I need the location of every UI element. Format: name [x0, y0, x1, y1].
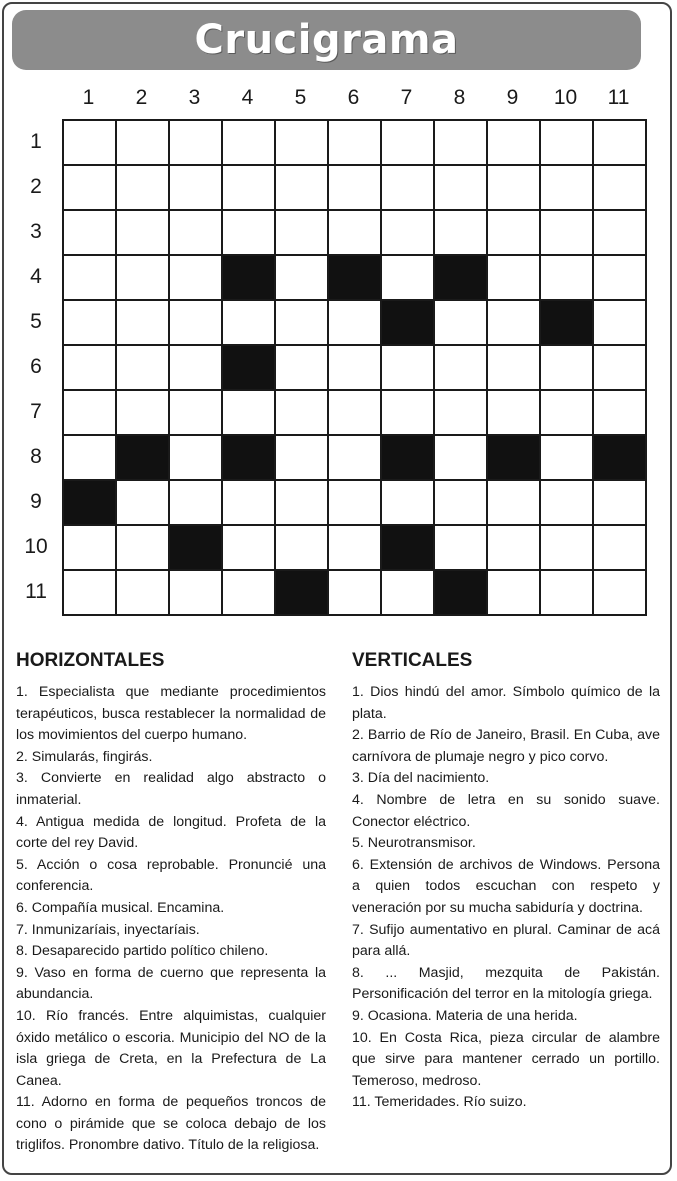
page-title: Crucigrama	[194, 17, 459, 63]
answer-cell[interactable]	[64, 526, 117, 571]
answer-cell[interactable]	[382, 211, 435, 256]
answer-cell[interactable]	[435, 526, 488, 571]
answer-cell[interactable]	[329, 211, 382, 256]
clue-item: 6. Compañía musical. Encamina.	[16, 899, 225, 916]
answer-cell[interactable]	[64, 346, 117, 391]
answer-cell[interactable]	[329, 121, 382, 166]
answer-cell[interactable]	[594, 211, 647, 256]
answer-cell[interactable]	[488, 481, 541, 526]
answer-cell[interactable]	[435, 391, 488, 436]
column-number: 3	[188, 86, 201, 109]
answer-cell[interactable]	[276, 301, 329, 346]
answer-cell[interactable]	[329, 301, 382, 346]
answer-cell[interactable]	[276, 256, 329, 301]
answer-cell[interactable]	[329, 346, 382, 391]
clue-item: 2. Simularás, fingirás.	[16, 748, 153, 765]
answer-cell[interactable]	[435, 121, 488, 166]
row-number: 11	[25, 580, 47, 603]
answer-cell[interactable]	[382, 571, 435, 616]
answer-cell[interactable]	[435, 211, 488, 256]
answer-cell[interactable]	[170, 346, 223, 391]
answer-cell[interactable]	[488, 166, 541, 211]
answer-cell[interactable]	[223, 571, 276, 616]
clue-item: 4. Nombre de letra en su sonido suave. Conector eléctrico.	[352, 791, 660, 830]
horizontal-heading: HORIZONTALES	[16, 650, 165, 671]
answer-cell[interactable]	[594, 346, 647, 391]
answer-cell[interactable]	[170, 166, 223, 211]
column-number: 11	[607, 86, 630, 109]
answer-cell[interactable]	[488, 121, 541, 166]
row-numbers	[14, 119, 58, 614]
answer-cell[interactable]	[64, 571, 117, 616]
column-number: 5	[294, 86, 307, 109]
answer-cell[interactable]	[435, 436, 488, 481]
answer-cell[interactable]	[488, 526, 541, 571]
row-number: 7	[30, 400, 42, 423]
answer-cell[interactable]	[594, 256, 647, 301]
answer-cell[interactable]	[541, 436, 594, 481]
clue-item: 9. Ocasiona. Materia de una herida.	[352, 1007, 578, 1024]
answer-cell[interactable]	[382, 166, 435, 211]
answer-cell[interactable]	[64, 391, 117, 436]
answer-cell[interactable]	[329, 391, 382, 436]
black-cell	[541, 301, 594, 346]
answer-cell[interactable]	[170, 121, 223, 166]
answer-cell[interactable]	[64, 301, 117, 346]
answer-cell[interactable]	[276, 481, 329, 526]
answer-cell[interactable]	[541, 391, 594, 436]
answer-cell[interactable]	[170, 211, 223, 256]
black-cell	[329, 256, 382, 301]
answer-cell[interactable]	[276, 526, 329, 571]
answer-cell[interactable]	[435, 481, 488, 526]
black-cell	[223, 436, 276, 481]
clue-item: 6. Extensión de archivos de Windows. Persona a quien todos escuchan con respeto y veneración por su mucha sabiduría y doctrina.	[352, 856, 660, 916]
answer-cell[interactable]	[435, 301, 488, 346]
row-number: 4	[30, 265, 42, 288]
answer-cell[interactable]	[329, 166, 382, 211]
answer-cell[interactable]	[541, 346, 594, 391]
row-number: 10	[24, 535, 48, 558]
black-cell	[223, 256, 276, 301]
answer-cell[interactable]	[594, 301, 647, 346]
answer-cell[interactable]	[594, 481, 647, 526]
answer-cell[interactable]	[382, 481, 435, 526]
clue-item: 3. Convierte en realidad algo abstracto o inmaterial.	[16, 770, 326, 808]
black-cell	[382, 436, 435, 481]
answer-cell[interactable]	[541, 256, 594, 301]
answer-cell[interactable]	[488, 301, 541, 346]
row-number: 2	[30, 175, 42, 198]
answer-cell[interactable]	[488, 571, 541, 616]
answer-cell[interactable]	[382, 121, 435, 166]
answer-cell[interactable]	[382, 391, 435, 436]
answer-cell[interactable]	[64, 121, 117, 166]
answer-cell[interactable]	[435, 346, 488, 391]
answer-cell[interactable]	[594, 166, 647, 211]
answer-cell[interactable]	[435, 166, 488, 211]
clue-item: 5. Acción o cosa reprobable. Pronuncié una conferencia.	[16, 856, 326, 895]
vertical-clues	[352, 648, 660, 1114]
clue-item: 5. Neurotransmisor.	[352, 835, 476, 852]
answer-cell[interactable]	[223, 526, 276, 571]
answer-cell[interactable]	[488, 391, 541, 436]
answer-cell[interactable]	[64, 166, 117, 211]
row-number: 1	[30, 130, 42, 153]
answer-cell[interactable]	[117, 256, 170, 301]
clue-item: 11. Temeridades. Río suizo.	[352, 1094, 527, 1111]
answer-cell[interactable]	[488, 256, 541, 301]
answer-cell[interactable]	[170, 571, 223, 616]
black-cell	[223, 346, 276, 391]
answer-cell[interactable]	[170, 436, 223, 481]
answer-cell[interactable]	[64, 211, 117, 256]
answer-cell[interactable]	[117, 391, 170, 436]
answer-cell[interactable]	[64, 256, 117, 301]
vertical-clue-list	[352, 682, 660, 1114]
answer-cell[interactable]	[223, 166, 276, 211]
black-cell	[170, 526, 223, 571]
clue-item: 9. Vaso en forma de cuerno que representa la abundancia.	[16, 964, 326, 1003]
answer-cell[interactable]	[170, 301, 223, 346]
answer-cell[interactable]	[382, 256, 435, 301]
answer-cell[interactable]	[223, 301, 276, 346]
clue-item: 3. Día del nacimiento.	[352, 770, 490, 787]
answer-cell[interactable]	[276, 121, 329, 166]
answer-cell[interactable]	[276, 166, 329, 211]
row-number: 8	[30, 445, 42, 468]
black-cell	[435, 571, 488, 616]
answer-cell[interactable]	[223, 391, 276, 436]
column-number: 4	[241, 86, 254, 109]
black-cell	[382, 301, 435, 346]
row-number: 5	[30, 310, 42, 333]
black-cell	[276, 571, 329, 616]
horizontal-clue-list	[16, 682, 326, 1157]
vertical-heading: VERTICALES	[352, 650, 473, 671]
black-cell	[117, 436, 170, 481]
answer-cell[interactable]	[223, 211, 276, 256]
column-numbers	[62, 84, 645, 112]
answer-cell[interactable]	[276, 436, 329, 481]
answer-cell[interactable]	[276, 346, 329, 391]
clue-item: 4. Antigua medida de longitud. Profeta de la corte del rey David.	[16, 813, 326, 852]
clue-item: 11. Adorno en forma de pequeños troncos de cono o pirámide que se coloca debajo de los triglifos. Pronombre dativo. Título de la religiosa.	[16, 1094, 326, 1154]
answer-cell[interactable]	[594, 121, 647, 166]
answer-cell[interactable]	[223, 121, 276, 166]
black-cell	[435, 256, 488, 301]
answer-cell[interactable]	[170, 256, 223, 301]
answer-cell[interactable]	[117, 211, 170, 256]
clue-item: 1. Dios hindú del amor. Símbolo químico de la plata.	[352, 684, 660, 722]
answer-cell[interactable]	[541, 211, 594, 256]
column-number: 6	[347, 86, 360, 109]
answer-cell[interactable]	[382, 346, 435, 391]
answer-cell[interactable]	[541, 166, 594, 211]
black-cell	[594, 436, 647, 481]
answer-cell[interactable]	[488, 211, 541, 256]
column-number: 2	[135, 86, 148, 109]
column-number: 9	[506, 86, 519, 109]
answer-cell[interactable]	[117, 526, 170, 571]
column-number: 7	[400, 86, 413, 109]
answer-cell[interactable]	[276, 211, 329, 256]
column-number: 8	[453, 86, 466, 109]
black-cell	[64, 481, 117, 526]
answer-cell[interactable]	[329, 526, 382, 571]
answer-cell[interactable]	[117, 301, 170, 346]
answer-cell[interactable]	[117, 571, 170, 616]
answer-cell[interactable]	[117, 481, 170, 526]
answer-cell[interactable]	[64, 436, 117, 481]
clue-item: 8. Desaparecido partido político chileno.	[16, 943, 269, 960]
column-number: 1	[82, 86, 95, 109]
crossword-grid	[62, 119, 647, 616]
clue-item: 1. Especialista que mediante procedimientos terapéuticos, busca restablecer la normalidad de los movimientos del cuerpo humano.	[16, 684, 326, 744]
answer-cell[interactable]	[594, 571, 647, 616]
horizontal-clues	[16, 648, 326, 1157]
answer-cell[interactable]	[488, 346, 541, 391]
answer-cell[interactable]	[541, 121, 594, 166]
clue-item: 10. Río francés. Entre alquimistas, cualquier óxido metálico o escoria. Municipio del NO de la isla griega de Creta, en la Prefectura de La Canea.	[16, 1007, 326, 1089]
row-number: 9	[30, 490, 42, 513]
answer-cell[interactable]	[276, 391, 329, 436]
black-cell	[488, 436, 541, 481]
answer-cell[interactable]	[541, 571, 594, 616]
answer-cell[interactable]	[170, 391, 223, 436]
clue-item: 7. Sufijo aumentativo en plural. Caminar de acá para allá.	[352, 921, 660, 960]
answer-cell[interactable]	[329, 571, 382, 616]
title-banner	[12, 10, 641, 70]
answer-cell[interactable]	[117, 166, 170, 211]
clue-item: 2. Barrio de Río de Janeiro, Brasil. En Cuba, ave carnívora de plumaje negro y pico corvo.	[352, 727, 660, 765]
black-cell	[382, 526, 435, 571]
clue-item: 10. En Costa Rica, pieza circular de alambre que sirve para mantener cerrado un portillo. Temeroso, medroso.	[352, 1029, 660, 1089]
answer-cell[interactable]	[541, 481, 594, 526]
answer-cell[interactable]	[223, 481, 276, 526]
clue-item: 7. Inmunizaríais, inyectaríais.	[16, 921, 200, 938]
answer-cell[interactable]	[170, 481, 223, 526]
answer-cell[interactable]	[329, 481, 382, 526]
answer-cell[interactable]	[541, 526, 594, 571]
answer-cell[interactable]	[117, 346, 170, 391]
column-number: 10	[553, 86, 578, 109]
answer-cell[interactable]	[594, 391, 647, 436]
clue-item: 8. ... Masjid, mezquita de Pakistán. Personificación del terror en la mitología griega.	[352, 964, 660, 1003]
answer-cell[interactable]	[329, 436, 382, 481]
row-number: 6	[30, 355, 42, 378]
answer-cell[interactable]	[117, 121, 170, 166]
row-number: 3	[30, 220, 42, 243]
answer-cell[interactable]	[594, 526, 647, 571]
